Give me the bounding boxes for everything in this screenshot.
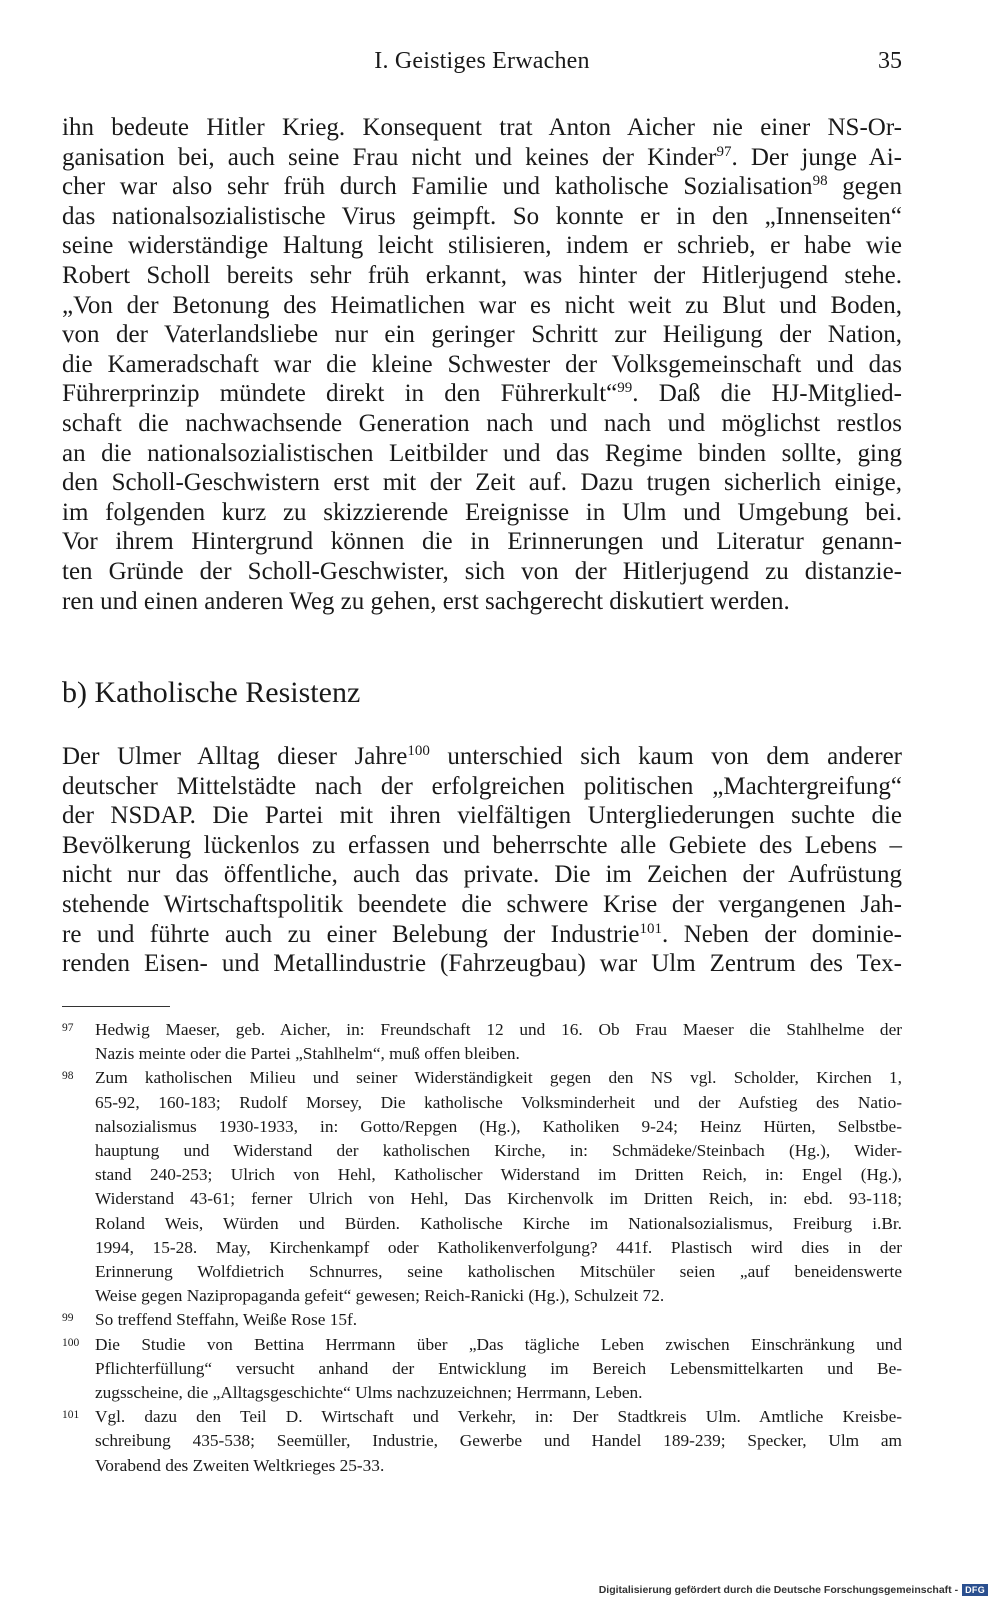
text-line: schaft die nachwachsende Generation nach und nach und möglichst restlos	[62, 409, 902, 437]
text-line: den Scholl-Geschwistern erst mit der Zeit auf. Dazu trugen sicherlich einige,	[62, 469, 902, 497]
footnote-number: 99	[62, 1312, 74, 1325]
text-line: an die nationalsozialistischen Leitbilder und das Regime binden sollte, ging	[62, 439, 902, 467]
paragraph-1	[62, 113, 902, 616]
text-line: cher war also sehr früh durch Familie und katholische Sozialisation$^{98}$ gegen	[62, 173, 902, 201]
page-header	[62, 48, 902, 82]
text-line: der NSDAP. Die Partei mit ihren vielfältigen Untergliederungen suchte die	[62, 802, 902, 830]
dfg-logo: DFG	[962, 1584, 988, 1596]
text-line: re und führte auch zu einer Belebung der Industrie$^{101}$. Neben der dominie-	[62, 920, 902, 948]
footnote-ref: 98	[812, 173, 828, 190]
footnote-number: 98	[62, 1070, 74, 1083]
text-line: von der Vaterlandsliebe nur ein geringer Schritt zur Heiligung der Nation,	[62, 321, 902, 349]
section-heading: b) Katholische Resistenz	[62, 676, 361, 709]
credit-text: Digitalisierung gefördert durch die Deutsche Forschungsgemeinschaft -	[598, 1584, 959, 1596]
text-line: das nationalsozialistische Virus geimpft. So konnte er in den „Innenseiten“	[62, 202, 902, 230]
text-line: Bevölkerung lückenlos zu erfassen und beherrschte alle Gebiete des Lebens –	[62, 831, 902, 859]
digitization-credit	[599, 1584, 988, 1596]
text-line: seine widerständige Haltung leicht stilisieren, indem er schrieb, er habe wie	[62, 232, 902, 260]
footnote-number: 100	[62, 1336, 80, 1349]
text-line: im folgenden kurz zu skizzierende Ereignisse in Ulm und Umgebung bei.	[62, 498, 902, 526]
running-title: I. Geistiges Erwachen	[374, 48, 590, 74]
text-line: die Kameradschaft war die kleine Schwester der Volksgemeinschaft und das	[62, 350, 902, 378]
text-line: deutscher Mittelstädte nach der erfolgreichen politischen „Machtergreifung“	[62, 772, 902, 800]
text-line: ren und einen anderen Weg zu gehen, erst sachgerecht diskutiert werden.	[62, 587, 790, 615]
text-line: „Von der Betonung des Heimatlichen war es nicht weit zu Blut und Boden,	[62, 291, 902, 319]
text-line: ihn bedeute Hitler Krieg. Konsequent trat Anton Aicher nie einer NS-Or-	[62, 114, 902, 141]
paragraph-2	[62, 742, 902, 979]
footnote: 101 Vgl. dazu den Teil D. Wirtschaft und Verkehr, in: Der Stadtkreis Ulm. Amtliche Kreisbe- schreibung 435-538; Seemüller, Industrie, Gewerbe und Handel 189-239; Specker, Ulm am Vorabend des Zweiten Weltkrieges 25-33.	[62, 1405, 902, 1478]
footnote-ref: 100	[407, 743, 430, 759]
footnote-number: 97	[62, 1022, 74, 1034]
footnotes	[62, 1018, 902, 1478]
text-line: Der Ulmer Alltag dieser Jahre$^{100}$ unterschied sich kaum von dem anderer	[62, 743, 903, 770]
page-number: 35	[878, 48, 902, 74]
footnote: 97 Hedwig Maeser, geb. Aicher, in: Freundschaft 12 und 16. Ob Frau Maeser die Stahlhelme der Nazis meinte oder die Partei „Stahlhelm“, muß offen bleiben.	[62, 1018, 902, 1066]
text-line: Robert Scholl bereits sehr früh erkannt, was hinter der Hitlerjugend stehe.	[62, 261, 902, 289]
footnote-ref: 99	[617, 380, 633, 397]
footnote-ref: 101	[639, 920, 662, 937]
footnote-number: 101	[62, 1409, 80, 1422]
footnote-ref: 97	[716, 143, 732, 160]
text-line: ganisation bei, auch seine Frau nicht und keines der Kinder$^{97}$. Der junge Ai-	[62, 143, 902, 171]
text-line: renden Eisen- und Metallindustrie (Fahrzeugbau) war Ulm Zentrum des Tex-	[62, 950, 902, 978]
footnote-divider	[62, 1006, 170, 1007]
footnote: 100 Die Studie von Bettina Herrmann über „Das tägliche Leben zwischen Einschränkung und Pflichterfüllung“ versucht anhand der Entwicklung im Bereich Lebensmittelkarten und Be- zugsscheine, die „Alltagsgeschichte“ Ulms nachzuzeichnen; Herrmann, Leben.	[62, 1333, 902, 1406]
text-line: stehende Wirtschaftspolitik beendete die schwere Krise der vergangenen Jah-	[62, 890, 902, 918]
footnote: 99 So treffend Steffahn, Weiße Rose 15f.	[62, 1308, 902, 1332]
text-line: nicht nur das öffentliche, auch das private. Die im Zeichen der Aufrüstung	[62, 861, 902, 889]
text-line: Vor ihrem Hintergrund können die in Erinnerungen und Literatur genann-	[62, 528, 902, 556]
footnote: 98 Zum katholischen Milieu und seiner Widerständigkeit gegen den NS vgl. Scholder, Kirchen 1, 65-92, 160-183; Rudolf Morsey, Die katholische Volksminderheit und der Aufstieg des Natio- nalsozialismus 1930-1933, in: Gotto/Repgen (Hg.), Katholiken 9-24; Heinz Hürten, Selbstbe- hauptung und Widerstand der katholischen Kirche, in: Schmädeke/Steinbach (Hg.), Wider- stand 240-253; Ulrich von Hehl, Katholischer Widerstand im Dritten Reich, in: Engel (Hg.), Widerstand 43-61; ferner Ulrich von Hehl, Das Kirchenvolk im Dritten Reich, in: ebd. 93-118; Roland Weis, Würden und Bürden. Katholische Kirche im Nationalsozialismus, Freiburg i.Br. 1994, 15-28. May, Kirchenkampf oder Katholikenverfolgung? 441f. Plastisch wird dies in der Erinnerung Wolfdietrich Schnurres, seine katholischen Mitschüler seien „auf beneidenswerte Weise gegen Nazipropaganda gefeit“ gewesen; Reich-Ranicki (Hg.), Schulzeit 72.	[62, 1066, 902, 1308]
text-line: ten Gründe der Scholl-Geschwister, sich von der Hitlerjugend zu distanzie-	[62, 557, 902, 585]
text-line: Führerprinzip mündete direkt in den Führerkult“$^{99}$. Daß die HJ-Mitglied-	[62, 380, 903, 408]
